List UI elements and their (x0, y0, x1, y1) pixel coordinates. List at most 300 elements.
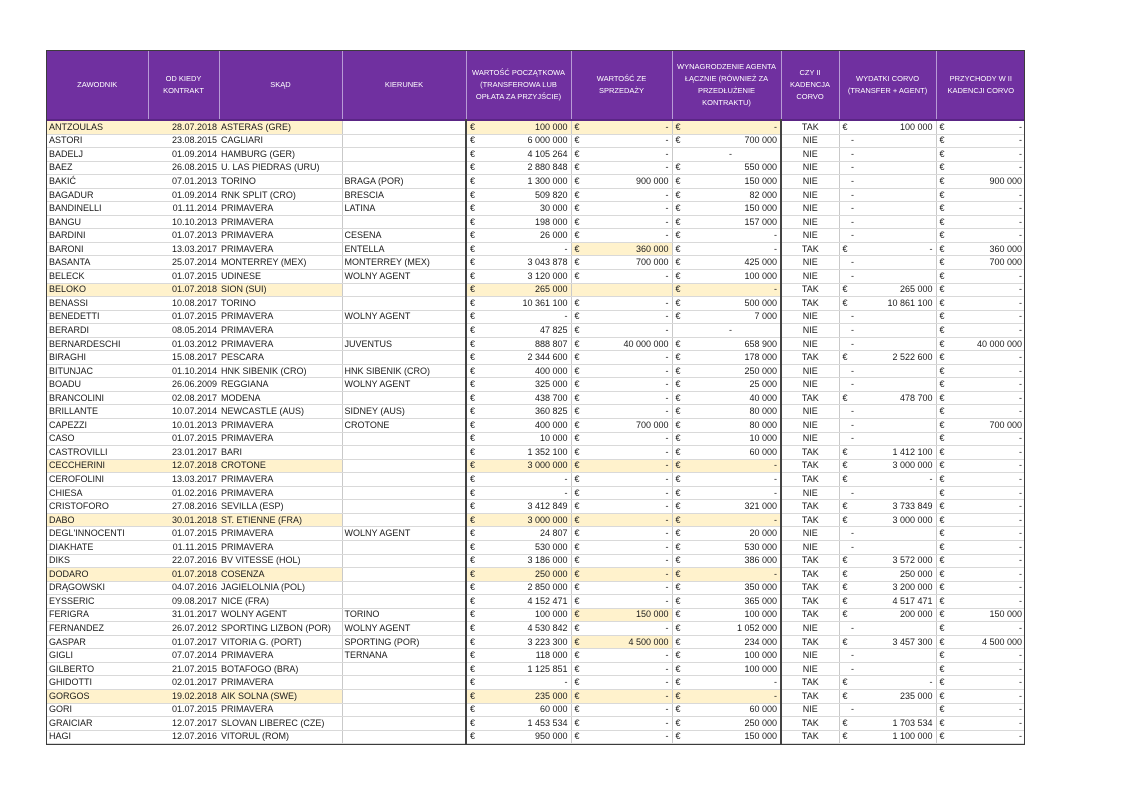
cell-corvo-spend: - (849, 378, 936, 392)
cell-corvo-income: - (946, 649, 1025, 663)
cell-to (342, 500, 466, 514)
cell-initial-value: 198 000 (476, 215, 571, 229)
cell-sale-value: - (581, 568, 672, 582)
cell-initial-value: 30 000 (476, 202, 571, 216)
cell-corvo-second-term: TAK (781, 283, 839, 297)
cell-contract-date: 12.07.2016 (148, 730, 219, 744)
currency-symbol: € (466, 229, 476, 243)
cell-agent-fee: 550 000 (682, 161, 781, 175)
currency-symbol (839, 202, 849, 216)
cell-from: PRIMAVERA (219, 419, 342, 433)
cell-initial-value: 6 000 000 (476, 134, 571, 148)
cell-corvo-spend: - (849, 256, 936, 270)
currency-symbol: € (571, 689, 581, 703)
cell-corvo-spend: - (849, 229, 936, 243)
cell-corvo-spend: 3 000 000 (849, 459, 936, 473)
currency-symbol: € (839, 242, 849, 256)
cell-from: SLOVAN LIBEREC (CZE) (219, 717, 342, 731)
table-row (47, 513, 1025, 527)
currency-symbol: € (571, 324, 581, 338)
cell-to (342, 283, 466, 297)
cell-corvo-spend: - (849, 188, 936, 202)
currency-symbol: € (571, 473, 581, 487)
cell-contract-date: 01.09.2014 (148, 148, 219, 162)
cell-player: BRANCOLINI (47, 391, 148, 405)
table-row (47, 229, 1025, 243)
table-row (47, 175, 1025, 189)
cell-contract-date: 27.08.2016 (148, 500, 219, 514)
cell-initial-value: 530 000 (476, 540, 571, 554)
cell-initial-value: 3 000 000 (476, 459, 571, 473)
cell-to (342, 148, 466, 162)
cell-corvo-income: - (946, 540, 1025, 554)
cell-corvo-spend: 250 000 (849, 568, 936, 582)
cell-corvo-income: - (946, 215, 1025, 229)
cell-from: PRIMAVERA (219, 310, 342, 324)
cell-from: U. LAS PIEDRAS (URU) (219, 161, 342, 175)
cell-initial-value: 26 000 (476, 229, 571, 243)
cell-sale-value: - (581, 689, 672, 703)
currency-symbol: € (571, 459, 581, 473)
currency-symbol: € (839, 446, 849, 460)
cell-corvo-second-term: TAK (781, 554, 839, 568)
currency-symbol: € (466, 595, 476, 609)
cell-initial-value: 360 825 (476, 405, 571, 419)
currency-symbol: € (839, 568, 849, 582)
cell-initial-value: 1 352 100 (476, 446, 571, 460)
currency-symbol: € (672, 608, 682, 622)
currency-symbol: € (466, 717, 476, 731)
cell-to (342, 391, 466, 405)
currency-symbol: € (571, 513, 581, 527)
cell-initial-value: 400 000 (476, 419, 571, 433)
cell-corvo-second-term: TAK (781, 351, 839, 365)
cell-corvo-income: - (946, 364, 1025, 378)
currency-symbol: € (936, 419, 946, 433)
cell-to: WOLNY AGENT (342, 270, 466, 284)
currency-symbol: € (571, 568, 581, 582)
currency-symbol: € (936, 554, 946, 568)
currency-symbol: € (672, 513, 682, 527)
cell-corvo-spend: - (849, 242, 936, 256)
currency-symbol: € (936, 378, 946, 392)
cell-corvo-spend: - (849, 215, 936, 229)
currency-symbol: € (839, 459, 849, 473)
cell-player: ANTZOULAS (47, 120, 148, 134)
currency-symbol: € (936, 432, 946, 446)
cell-contract-date: 12.07.2018 (148, 459, 219, 473)
cell-corvo-income: - (946, 446, 1025, 460)
cell-sale-value: - (581, 554, 672, 568)
currency-symbol (839, 270, 849, 284)
currency-symbol (839, 527, 849, 541)
cell-agent-fee: 250 000 (682, 717, 781, 731)
cell-contract-date: 01.07.2017 (148, 635, 219, 649)
cell-to (342, 676, 466, 690)
cell-from: PRIMAVERA (219, 676, 342, 690)
currency-symbol: € (672, 432, 682, 446)
currency-symbol: € (466, 364, 476, 378)
cell-initial-value: 24 807 (476, 527, 571, 541)
cell-to (342, 351, 466, 365)
cell-contract-date: 01.02.2016 (148, 486, 219, 500)
cell-corvo-income: - (946, 202, 1025, 216)
cell-initial-value: 325 000 (476, 378, 571, 392)
currency-symbol: € (571, 188, 581, 202)
cell-corvo-income: - (946, 188, 1025, 202)
cell-agent-fee: - (682, 473, 781, 487)
cell-from: CAGLIARI (219, 134, 342, 148)
cell-initial-value: 235 000 (476, 689, 571, 703)
currency-symbol: € (839, 689, 849, 703)
cell-corvo-income: - (946, 432, 1025, 446)
cell-player: DABO (47, 513, 148, 527)
currency-symbol: € (672, 391, 682, 405)
table-row (47, 270, 1025, 284)
cell-from: PRIMAVERA (219, 540, 342, 554)
cell-corvo-second-term: NIE (781, 703, 839, 717)
currency-symbol: € (936, 188, 946, 202)
cell-agent-fee: 321 000 (682, 500, 781, 514)
currency-symbol: € (936, 446, 946, 460)
currency-symbol (839, 364, 849, 378)
cell-to (342, 540, 466, 554)
currency-symbol: € (571, 500, 581, 514)
currency-symbol: € (839, 297, 849, 311)
cell-contract-date: 10.07.2014 (148, 405, 219, 419)
cell-to: JUVENTUS (342, 337, 466, 351)
cell-corvo-spend: - (849, 161, 936, 175)
currency-symbol: € (466, 188, 476, 202)
cell-from: CROTONE (219, 459, 342, 473)
table-row (47, 527, 1025, 541)
table-row (47, 473, 1025, 487)
cell-sale-value: - (581, 351, 672, 365)
cell-corvo-income: - (946, 500, 1025, 514)
currency-symbol: € (936, 364, 946, 378)
cell-corvo-spend: - (849, 337, 936, 351)
cell-corvo-spend: - (849, 622, 936, 636)
cell-from: ST. ETIENNE (FRA) (219, 513, 342, 527)
currency-symbol: € (672, 717, 682, 731)
cell-player: EYSSERIC (47, 595, 148, 609)
table-row (47, 540, 1025, 554)
currency-symbol: € (466, 297, 476, 311)
cell-corvo-income: - (946, 581, 1025, 595)
cell-corvo-second-term: NIE (781, 662, 839, 676)
cell-corvo-income: - (946, 391, 1025, 405)
currency-symbol: € (839, 730, 849, 744)
currency-symbol: € (672, 703, 682, 717)
cell-corvo-second-term: NIE (781, 188, 839, 202)
currency-symbol: € (571, 391, 581, 405)
cell-corvo-second-term: NIE (781, 486, 839, 500)
currency-symbol: € (571, 432, 581, 446)
cell-to: WOLNY AGENT (342, 310, 466, 324)
table-row (47, 635, 1025, 649)
currency-symbol: € (936, 676, 946, 690)
table-row (47, 676, 1025, 690)
currency-symbol: € (466, 148, 476, 162)
cell-corvo-income: - (946, 324, 1025, 338)
table-row (47, 256, 1025, 270)
cell-contract-date: 07.07.2014 (148, 649, 219, 663)
cell-to: BRAGA (POR) (342, 175, 466, 189)
cell-corvo-second-term: NIE (781, 540, 839, 554)
currency-symbol (839, 337, 849, 351)
cell-to: CROTONE (342, 419, 466, 433)
cell-player: CHIESA (47, 486, 148, 500)
currency-symbol: € (672, 283, 682, 297)
currency-symbol (839, 419, 849, 433)
cell-to (342, 595, 466, 609)
cell-agent-fee: 80 000 (682, 405, 781, 419)
table-row (47, 120, 1025, 134)
cell-to: TORINO (342, 608, 466, 622)
cell-corvo-spend: 3 000 000 (849, 513, 936, 527)
cell-initial-value: 60 000 (476, 703, 571, 717)
currency-symbol: € (672, 730, 682, 744)
currency-symbol: € (571, 297, 581, 311)
table-row (47, 283, 1025, 297)
currency-symbol: € (672, 500, 682, 514)
currency-symbol: € (936, 500, 946, 514)
currency-symbol: € (466, 703, 476, 717)
currency-symbol: € (466, 215, 476, 229)
currency-symbol (672, 148, 682, 162)
cell-player: DRĄGOWSKI (47, 581, 148, 595)
cell-to (342, 215, 466, 229)
cell-agent-fee: 150 000 (682, 175, 781, 189)
cell-from: VITORIA G. (PORT) (219, 635, 342, 649)
currency-symbol: € (839, 676, 849, 690)
currency-symbol: € (936, 175, 946, 189)
cell-player: GASPAR (47, 635, 148, 649)
cell-corvo-second-term: NIE (781, 175, 839, 189)
cell-to (342, 717, 466, 731)
currency-symbol: € (571, 527, 581, 541)
cell-sale-value: - (581, 540, 672, 554)
currency-symbol: € (571, 622, 581, 636)
cell-player: GORGOS (47, 689, 148, 703)
currency-symbol: € (672, 662, 682, 676)
currency-symbol (839, 310, 849, 324)
currency-symbol (839, 215, 849, 229)
cell-from: BV VITESSE (HOL) (219, 554, 342, 568)
cell-to: HNK SIBENIK (CRO) (342, 364, 466, 378)
table-row (47, 730, 1025, 744)
cell-agent-fee: 60 000 (682, 446, 781, 460)
currency-symbol: € (839, 351, 849, 365)
cell-contract-date: 15.08.2017 (148, 351, 219, 365)
cell-agent-fee: - (682, 459, 781, 473)
cell-sale-value: - (581, 717, 672, 731)
cell-initial-value: 100 000 (476, 120, 571, 134)
cell-sale-value: 4 500 000 (581, 635, 672, 649)
cell-corvo-second-term: NIE (781, 310, 839, 324)
cell-to (342, 446, 466, 460)
currency-symbol: € (936, 161, 946, 175)
cell-corvo-spend: 3 733 849 (849, 500, 936, 514)
cell-corvo-income: - (946, 283, 1025, 297)
currency-symbol: € (466, 486, 476, 500)
cell-corvo-income: - (946, 622, 1025, 636)
cell-corvo-spend: - (849, 473, 936, 487)
cell-initial-value: 100 000 (476, 608, 571, 622)
cell-corvo-spend: - (849, 405, 936, 419)
currency-symbol: € (839, 473, 849, 487)
cell-contract-date: 23.08.2015 (148, 134, 219, 148)
currency-symbol: € (839, 595, 849, 609)
cell-corvo-income: - (946, 703, 1025, 717)
currency-symbol: € (466, 527, 476, 541)
cell-agent-fee: 10 000 (682, 432, 781, 446)
cell-to (342, 568, 466, 582)
cell-contract-date: 26.06.2009 (148, 378, 219, 392)
table-row (47, 310, 1025, 324)
cell-corvo-income: - (946, 405, 1025, 419)
cell-corvo-second-term: NIE (781, 324, 839, 338)
cell-initial-value: 1 300 000 (476, 175, 571, 189)
cell-corvo-second-term: NIE (781, 405, 839, 419)
cell-from: PRIMAVERA (219, 229, 342, 243)
cell-to (342, 473, 466, 487)
cell-corvo-second-term: TAK (781, 568, 839, 582)
cell-corvo-spend: 235 000 (849, 689, 936, 703)
cell-to: TERNANA (342, 649, 466, 663)
currency-symbol (839, 486, 849, 500)
cell-corvo-income: 360 000 (946, 242, 1025, 256)
currency-symbol (839, 188, 849, 202)
cell-sale-value: - (581, 215, 672, 229)
cell-to (342, 730, 466, 744)
cell-agent-fee: 178 000 (682, 351, 781, 365)
cell-corvo-second-term: NIE (781, 148, 839, 162)
cell-initial-value: 4 530 842 (476, 622, 571, 636)
cell-corvo-second-term: NIE (781, 202, 839, 216)
currency-symbol: € (571, 175, 581, 189)
cell-to: SPORTING (POR) (342, 635, 466, 649)
cell-from: PRIMAVERA (219, 432, 342, 446)
table-row (47, 134, 1025, 148)
currency-symbol: € (466, 608, 476, 622)
cell-initial-value: 1 125 851 (476, 662, 571, 676)
cell-contract-date: 01.11.2015 (148, 540, 219, 554)
cell-initial-value: 3 412 849 (476, 500, 571, 514)
table-row (47, 391, 1025, 405)
currency-symbol: € (466, 689, 476, 703)
cell-corvo-second-term: NIE (781, 649, 839, 663)
currency-symbol: € (936, 459, 946, 473)
currency-symbol: € (672, 175, 682, 189)
currency-symbol: € (466, 337, 476, 351)
cell-contract-date: 04.07.2016 (148, 581, 219, 595)
cell-initial-value: 400 000 (476, 364, 571, 378)
cell-initial-value: 10 000 (476, 432, 571, 446)
cell-corvo-spend: 265 000 (849, 283, 936, 297)
cell-initial-value: 118 000 (476, 649, 571, 663)
currency-symbol: € (466, 419, 476, 433)
cell-corvo-second-term: NIE (781, 378, 839, 392)
cell-corvo-spend: 100 000 (849, 120, 936, 134)
cell-initial-value: 888 807 (476, 337, 571, 351)
currency-symbol: € (571, 148, 581, 162)
cell-player: CAPEZZI (47, 419, 148, 433)
cell-corvo-spend: - (849, 649, 936, 663)
header-sale-value: WARTOŚĆ ZE SPRZEDAŻY (571, 51, 672, 120)
currency-symbol: € (466, 270, 476, 284)
currency-symbol: € (466, 391, 476, 405)
cell-agent-fee: 234 000 (682, 635, 781, 649)
cell-corvo-income: 700 000 (946, 256, 1025, 270)
currency-symbol (839, 148, 849, 162)
cell-initial-value: 1 453 534 (476, 717, 571, 731)
cell-player: BANGU (47, 215, 148, 229)
currency-symbol (672, 324, 682, 338)
currency-symbol: € (936, 703, 946, 717)
cell-from: BOTAFOGO (BRA) (219, 662, 342, 676)
currency-symbol: € (936, 540, 946, 554)
cell-corvo-income: - (946, 297, 1025, 311)
cell-corvo-spend: - (849, 419, 936, 433)
currency-symbol: € (571, 635, 581, 649)
cell-corvo-second-term: TAK (781, 595, 839, 609)
table-row (47, 689, 1025, 703)
table-row (47, 188, 1025, 202)
currency-symbol (839, 622, 849, 636)
currency-symbol: € (936, 256, 946, 270)
cell-to (342, 513, 466, 527)
cell-sale-value: - (581, 188, 672, 202)
cell-agent-fee: 60 000 (682, 703, 781, 717)
cell-sale-value: - (581, 229, 672, 243)
cell-corvo-spend: 478 700 (849, 391, 936, 405)
cell-sale-value: - (581, 500, 672, 514)
cell-to (342, 581, 466, 595)
cell-corvo-spend: - (849, 148, 936, 162)
table-row (47, 337, 1025, 351)
cell-corvo-second-term: TAK (781, 500, 839, 514)
cell-player: DEGL'INNOCENTI (47, 527, 148, 541)
cell-contract-date: 09.08.2017 (148, 595, 219, 609)
cell-player: BAEZ (47, 161, 148, 175)
cell-corvo-second-term: TAK (781, 608, 839, 622)
cell-corvo-income: - (946, 730, 1025, 744)
cell-player: BELECK (47, 270, 148, 284)
cell-player: BERARDI (47, 324, 148, 338)
currency-symbol: € (571, 581, 581, 595)
cell-initial-value: - (476, 310, 571, 324)
currency-symbol: € (936, 662, 946, 676)
cell-from: COSENZA (219, 568, 342, 582)
cell-initial-value: 47 825 (476, 324, 571, 338)
table-row (47, 148, 1025, 162)
cell-sale-value: - (581, 364, 672, 378)
currency-symbol: € (672, 473, 682, 487)
cell-from: PRIMAVERA (219, 703, 342, 717)
cell-corvo-income: - (946, 676, 1025, 690)
cell-from: PRIMAVERA (219, 337, 342, 351)
cell-sale-value: - (581, 148, 672, 162)
currency-symbol: € (936, 649, 946, 663)
cell-contract-date: 07.01.2013 (148, 175, 219, 189)
cell-contract-date: 02.08.2017 (148, 391, 219, 405)
cell-sale-value: - (581, 405, 672, 419)
table-row (47, 351, 1025, 365)
cell-agent-fee: - (682, 148, 781, 162)
table-row (47, 486, 1025, 500)
currency-symbol: € (936, 689, 946, 703)
